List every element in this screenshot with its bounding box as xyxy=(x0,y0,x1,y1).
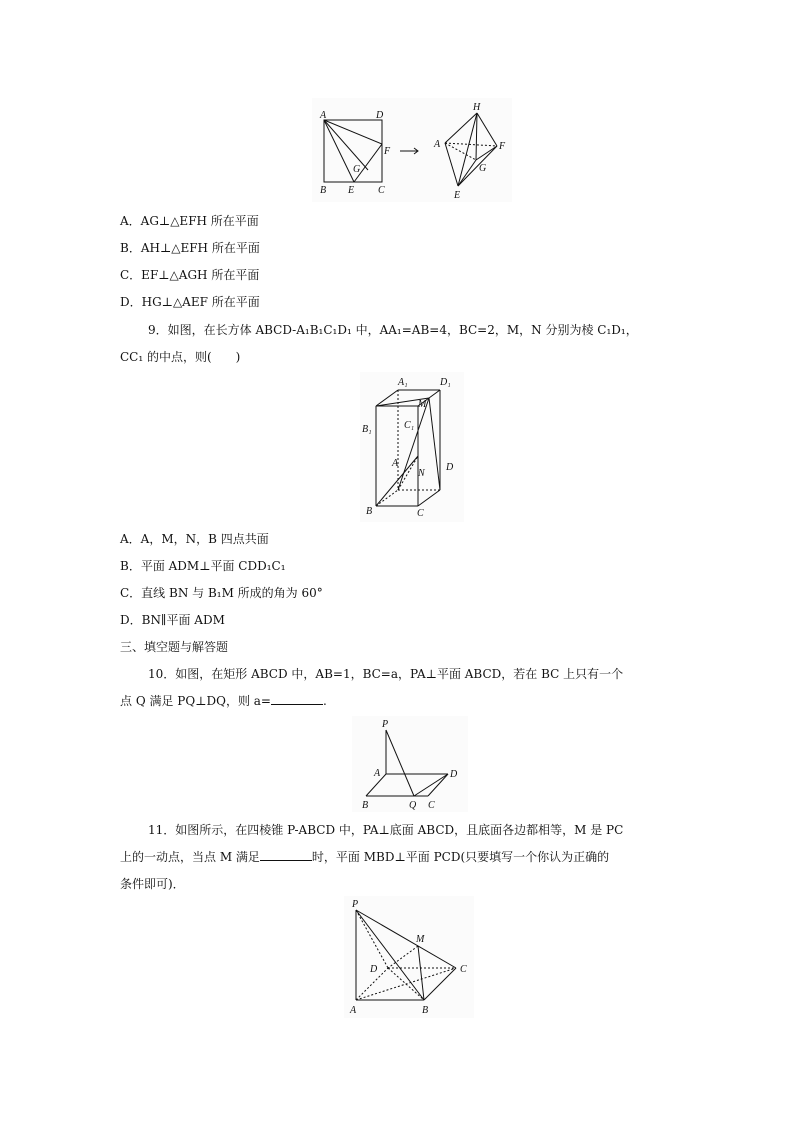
label-E: E xyxy=(348,185,355,196)
label-P: P xyxy=(352,899,359,910)
q9-stem-line1: 9．如图，在长方体 ABCD-A₁B₁C₁D₁ 中，AA₁=AB=4，BC=2，M，N 分别为棱 C₁D₁， xyxy=(148,323,638,337)
q8-option-a: A．AG⊥△EFH 所在平面 xyxy=(120,214,259,228)
q10-stem-line2 xyxy=(120,693,327,709)
q11-stem-line1: 11．如图所示，在四棱锥 P-ABCD 中，PA⊥底面 ABCD，且底面各边都相等，M 是 PC xyxy=(148,823,624,837)
label-D: D xyxy=(376,110,384,121)
figure-folding-square xyxy=(312,98,512,202)
label-B: B xyxy=(366,506,373,517)
label-E2: E xyxy=(454,190,461,201)
q11-stem-line3: 条件即可)． xyxy=(120,877,185,891)
q8-option-c: C．EF⊥△AGH 所在平面 xyxy=(120,268,260,282)
label-H: H xyxy=(473,102,481,113)
q9-option-c: C．直线 BN 与 B₁M 所成的角为 60° xyxy=(120,586,323,600)
label-G2: G xyxy=(479,163,487,174)
label-C: C xyxy=(378,185,385,196)
label-G: G xyxy=(353,164,361,175)
label-A: A xyxy=(374,768,381,779)
label-C: C xyxy=(417,508,424,519)
label-P: P xyxy=(382,719,389,730)
q10-stem-line1: 10．如图，在矩形 ABCD 中，AB=1，BC=a，PA⊥平面 ABCD，若在 BC 上只有一个 xyxy=(148,667,624,681)
label-D1: D₁ xyxy=(440,377,451,388)
label-A2: A xyxy=(434,139,441,150)
q11-text-pre: 上的一动点，当点 M 满足 xyxy=(120,850,260,864)
label-B: B xyxy=(422,1005,429,1016)
label-C1: C₁ xyxy=(404,420,415,431)
label-C: C xyxy=(428,800,435,811)
label-D: D xyxy=(450,769,458,780)
q9-option-a: A．A，M，N，B 四点共面 xyxy=(120,532,269,546)
q9-option-d: D．BN∥平面 ADM xyxy=(120,613,225,627)
label-A1: A₁ xyxy=(398,377,408,388)
q10-answer-blank[interactable] xyxy=(271,693,323,705)
folding-diagram-svg xyxy=(312,98,512,202)
q11-answer-blank[interactable] xyxy=(260,849,312,861)
label-D: D xyxy=(446,462,454,473)
label-C: C xyxy=(460,964,467,975)
label-D: D xyxy=(370,964,378,975)
q10-period: . xyxy=(322,694,327,708)
label-N: N xyxy=(418,468,425,479)
label-M: M xyxy=(418,399,427,410)
q9-stem-line2: CC₁ 的中点，则( ) xyxy=(120,350,241,364)
label-A: A xyxy=(350,1005,357,1016)
q11-text-post: 时，平面 MBD⊥平面 PCD(只要填写一个你认为正确的 xyxy=(311,850,610,864)
rectangle-diagram-svg xyxy=(352,716,468,812)
figure-rectangle-pa xyxy=(352,716,468,812)
label-A: A xyxy=(320,110,327,121)
label-B: B xyxy=(362,800,369,811)
cuboid-diagram-svg xyxy=(360,372,464,522)
label-F: F xyxy=(384,146,391,157)
label-B1: B₁ xyxy=(362,424,372,435)
q11-stem-line2 xyxy=(120,849,609,865)
q10-text: 点 Q 满足 PQ⊥DQ，则 a= xyxy=(120,694,271,708)
q9-option-b: B．平面 ADM⊥平面 CDD₁C₁ xyxy=(120,559,286,573)
label-Q: Q xyxy=(409,800,417,811)
label-M: M xyxy=(416,934,425,945)
section-heading: 三、填空题与解答题 xyxy=(120,640,229,654)
q8-option-b: B．AH⊥△EFH 所在平面 xyxy=(120,241,260,255)
figure-cuboid xyxy=(360,372,464,522)
label-A: A xyxy=(392,458,399,469)
q8-option-d: D．HG⊥△AEF 所在平面 xyxy=(120,295,260,309)
figure-pyramid xyxy=(344,896,474,1018)
label-B: B xyxy=(320,185,327,196)
label-F2: F xyxy=(499,141,506,152)
pyramid-diagram-svg xyxy=(344,896,474,1018)
